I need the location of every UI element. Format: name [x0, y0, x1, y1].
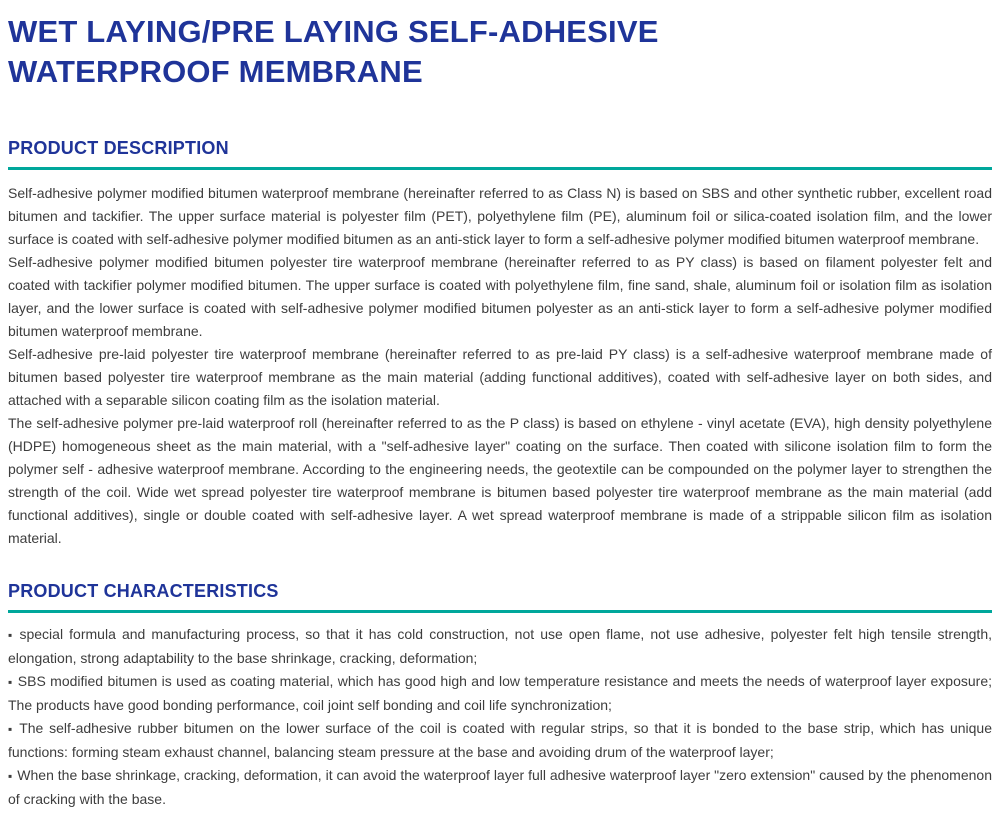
page-title-line-2: WATERPROOF MEMBRANE	[8, 54, 423, 89]
list-item-text: The self-adhesive rubber bitumen on the lower surface of the coil is coated with regular strips, so that it is bonded to the base strip, which has unique functions: forming steam exhaust channel, balancing steam pressure at the base and avoiding drum of the waterproof layer;	[8, 720, 992, 760]
list-item	[8, 717, 992, 764]
section-heading-product-characteristics: PRODUCT CHARACTERISTICS	[8, 581, 279, 601]
bullet-marker-icon: ▪	[8, 675, 13, 689]
section-divider	[8, 610, 992, 613]
list-item-text: special formula and manufacturing process, so that it has cold construction, not use open flame, not use adhesive, polyester felt high tensile strength, elongation, strong adaptability to the base shrinkage, cracking, deformation;	[8, 626, 992, 666]
section-heading-product-description: PRODUCT DESCRIPTION	[8, 138, 229, 158]
description-paragraph: Self-adhesive polymer modified bitumen polyester tire waterproof membrane (hereinafter referred to as PY class) is based on filament polyester felt and coated with tackifier polymer modified bitumen. The upper surface is coated with polyethylene film, fine sand, shale, aluminum foil or isolation film as isolation layer, and the lower surface is coated with self-adhesive polymer modified bitumen polyester as an anti-stick layer to form a self-adhesive polymer modified bitumen waterproof membrane.	[8, 254, 992, 339]
section-divider	[8, 167, 992, 170]
bullet-marker-icon: ▪	[8, 769, 13, 783]
description-paragraph: Self-adhesive polymer modified bitumen waterproof membrane (hereinafter referred to as Class N) is based on SBS and other synthetic rubber, excellent road bitumen and tackifier. The upper surface material is polyester film (PET), polyethylene film (PE), aluminum foil or silica-coated isolation film, and the lower surface is coated with self-adhesive polymer modified bitumen as an anti-stick layer to form a self-adhesive polymer modified bitumen waterproof membrane.	[8, 185, 992, 247]
list-item-text: SBS modified bitumen is used as coating material, which has good high and low temperature resistance and meets the needs of waterproof layer exposure; The products have good bonding performance, coil joint self bonding and coil life synchronization;	[8, 673, 992, 713]
description-paragraph: Self-adhesive pre-laid polyester tire waterproof membrane (hereinafter referred to as pre-laid PY class) is a self-adhesive waterproof membrane made of bitumen based polyester tire waterproof membrane as the main material (adding functional additives), coated with self-adhesive layer on both sides, and attached with a separable silicon coating film as the isolation material.	[8, 346, 992, 408]
product-page	[0, 12, 1000, 811]
bullet-marker-icon: ▪	[8, 722, 15, 736]
list-item	[8, 670, 992, 717]
bullet-marker-icon: ▪	[8, 628, 15, 642]
list-item-text: When the base shrinkage, cracking, deformation, it can avoid the waterproof layer full adhesive waterproof layer "zero extension" caused by the phenomenon of cracking with the base.	[8, 767, 992, 807]
description-paragraph: The self-adhesive polymer pre-laid waterproof roll (hereinafter referred to as the P class) is based on ethylene - vinyl acetate (EVA), high density polyethylene (HDPE) homogeneous sheet as the main material, with a "self-adhesive layer" coating on the surface. Then coated with silicone isolation film to form the polymer self - adhesive waterproof membrane. According to the engineering needs, the geotextile can be compounded on the polymer layer to strengthen the strength of the coil. Wide wet spread polyester tire waterproof membrane is bitumen based polyester tire waterproof membrane as the main material (add functional additives), single or double coated with self-adhesive layer. A wet spread waterproof membrane is made of a strippable silicon film as isolation material.	[8, 415, 992, 546]
list-item	[8, 623, 992, 670]
page-title-line-1: WET LAYING/PRE LAYING SELF-ADHESIVE	[8, 14, 659, 49]
product-description-body	[8, 182, 992, 550]
page-title	[8, 12, 992, 92]
product-characteristics-list	[8, 623, 992, 811]
list-item	[8, 764, 992, 811]
